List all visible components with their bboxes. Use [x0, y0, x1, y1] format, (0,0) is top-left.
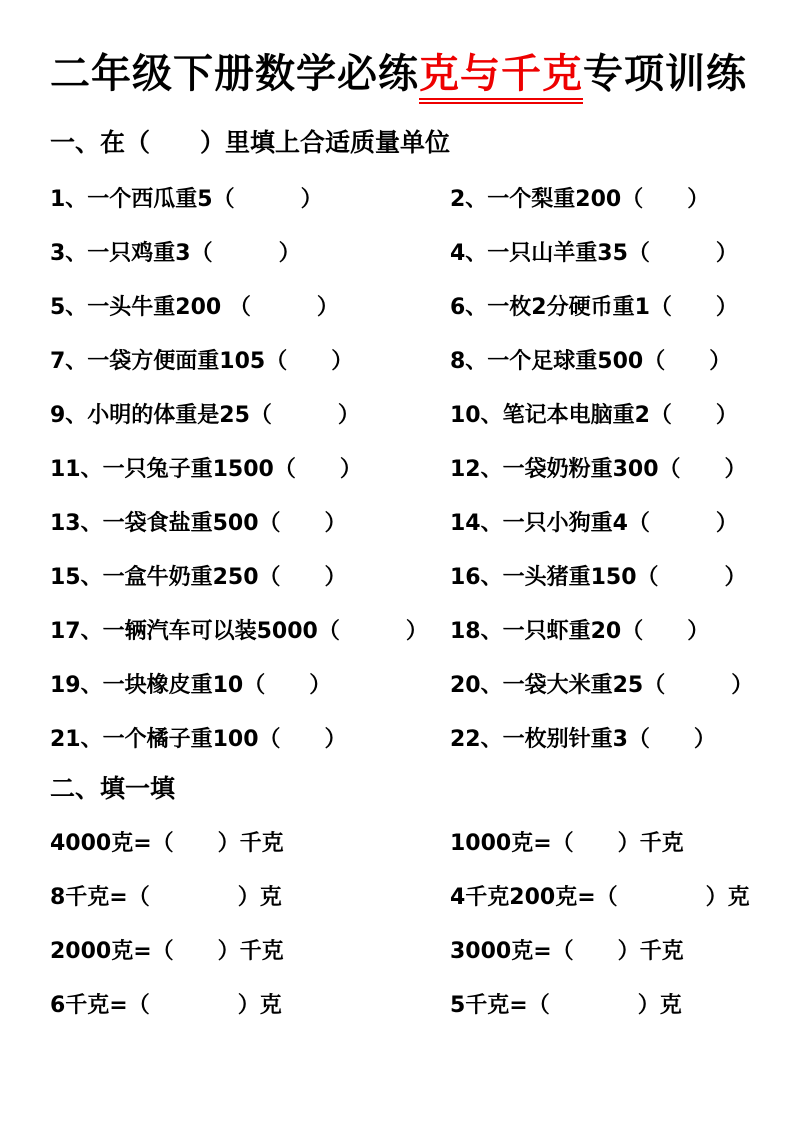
- fill-item-7: 6千克=（ ）克: [50, 992, 282, 1018]
- question-item-18: 18、一只虾重20（ ）: [450, 618, 710, 644]
- question-item-13: 13、一袋食盐重500（ ）: [50, 510, 347, 536]
- question-item-21: 21、一个橘子重100（ ）: [50, 726, 347, 752]
- question-item-2: 2、一个梨重200（ ）: [450, 186, 710, 212]
- question-item-17: 17、一辆汽车可以装5000（ ）: [50, 618, 428, 644]
- question-item-19: 19、一块橡皮重10（ ）: [50, 672, 332, 698]
- question-item-7: 7、一袋方便面重105（ ）: [50, 348, 354, 374]
- page-title: [50, 50, 747, 98]
- title-prefix: 二年级下册数学必练: [50, 51, 419, 97]
- question-item-20: 20、一袋大米重25（ ）: [450, 672, 754, 698]
- question-item-10: 10、笔记本电脑重2（ ）: [450, 402, 738, 428]
- section1-question-grid: [50, 170, 754, 764]
- question-item-1: 1、一个西瓜重5（ ）: [50, 186, 323, 212]
- title-suffix: 专项训练: [583, 51, 747, 97]
- question-item-12: 12、一袋奶粉重300（ ）: [450, 456, 747, 482]
- fill-item-4: 4千克200克=（ ）克: [450, 884, 750, 910]
- fill-item-2: 1000克=（ ）千克: [450, 830, 684, 856]
- fill-item-5: 2000克=（ ）千克: [50, 938, 284, 964]
- question-item-8: 8、一个足球重500（ ）: [450, 348, 732, 374]
- question-item-3: 3、一只鸡重3（ ）: [50, 240, 301, 266]
- question-item-22: 22、一枚别针重3（ ）: [450, 726, 716, 752]
- section1-heading: 一、在（ ）里填上合适质量单位: [50, 128, 451, 157]
- question-item-6: 6、一枚2分硬币重1（ ）: [450, 294, 738, 320]
- title-highlight: 克与千克: [419, 51, 583, 104]
- question-item-4: 4、一只山羊重35（ ）: [450, 240, 738, 266]
- fill-item-1: 4000克=（ ）千克: [50, 830, 284, 856]
- question-item-9: 9、小明的体重是25（ ）: [50, 402, 360, 428]
- question-item-11: 11、一只兔子重1500（ ）: [50, 456, 362, 482]
- question-item-14: 14、一只小狗重4（ ）: [450, 510, 738, 536]
- fill-item-3: 8千克=（ ）克: [50, 884, 282, 910]
- fill-item-6: 3000克=（ ）千克: [450, 938, 684, 964]
- question-item-5: 5、一头牛重200 （ ）: [50, 294, 339, 320]
- fill-item-8: 5千克=（ ）克: [450, 992, 682, 1018]
- question-item-16: 16、一头猪重150（ ）: [450, 564, 747, 590]
- question-item-15: 15、一盒牛奶重250（ ）: [50, 564, 347, 590]
- section2-heading: 二、填一填: [50, 774, 176, 803]
- section2-fill-grid: [50, 814, 750, 1030]
